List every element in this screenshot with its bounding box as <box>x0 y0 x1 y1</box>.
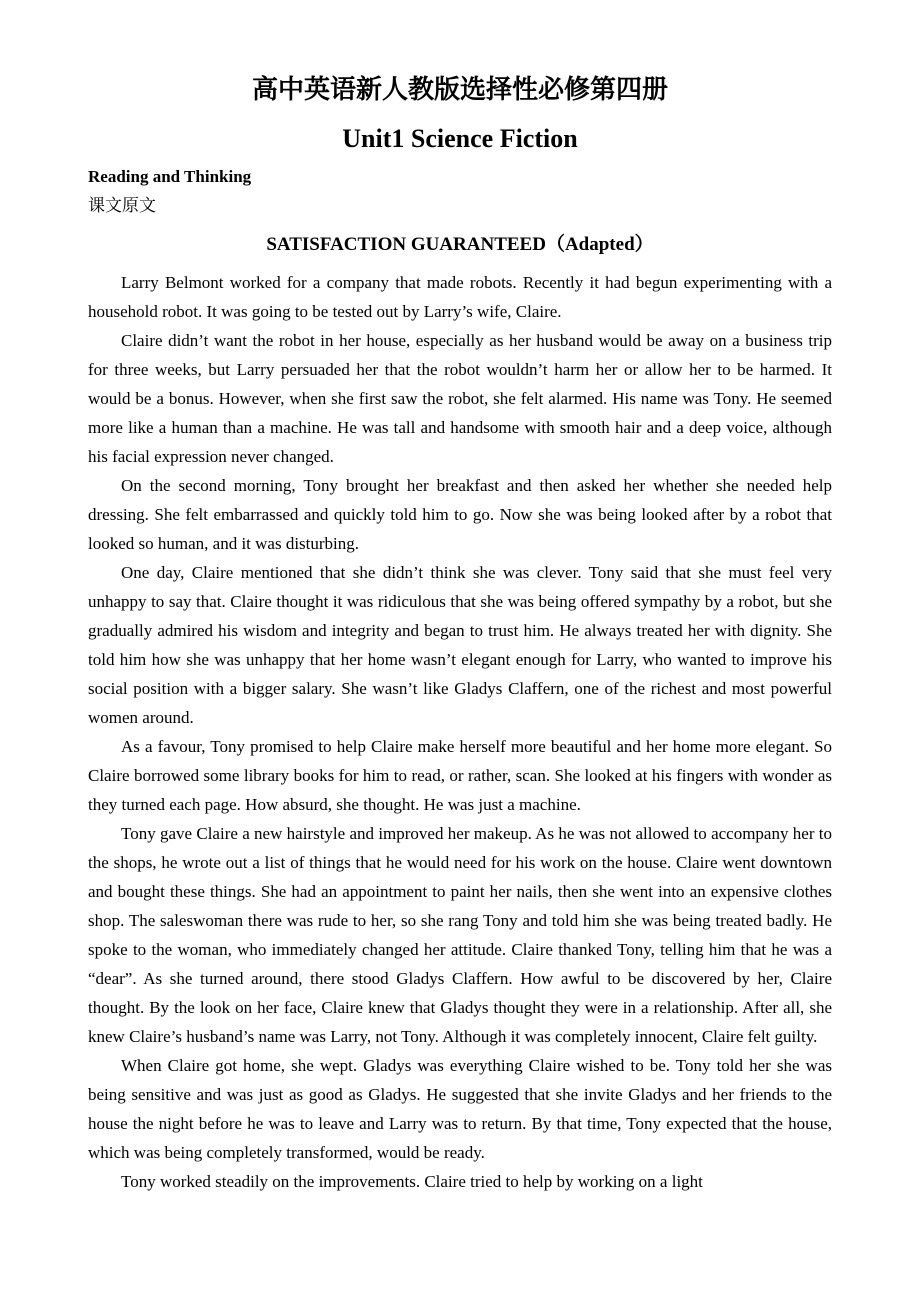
paragraph: Claire didn’t want the robot in her house, especially as her husband would be away on a business trip for three weeks, but Larry persuaded her that the robot wouldn’t harm her or allow her to be harmed. It would be a bonus. However, when she first saw the robot, she felt alarmed. His name was Tony. He seemed more like a human than a machine. He was tall and handsome with smooth hair and a deep voice, although his facial expression never changed. <box>88 331 832 466</box>
paragraph: Larry Belmont worked for a company that made robots. Recently it had begun experimenting with a household robot. It was going to be tested out by Larry’s wife, Claire. <box>88 273 832 321</box>
paragraph: Tony gave Claire a new hairstyle and improved her makeup. As he was not allowed to accompany her to the shops, he wrote out a list of things that he would need for his work on the house. Claire went downtown and bought these things. She had an appointment to paint her nails, then she went into an expensive clothes shop. The saleswoman there was rude to her, so she rang Tony and told him she was being treated badly. He spoke to the woman, who immediately changed her attitude. Claire thanked Tony, telling him that he was a “dear”. As she turned around, there stood Gladys Claffern. How awful to be discovered by her, Claire thought. By the look on her face, Claire knew that Gladys thought they were in a relationship. After all, she knew Claire’s husband’s name was Larry, not Tony. Although it was completely innocent, Claire felt guilty. <box>88 824 832 1046</box>
paragraph: Tony worked steadily on the improvements. Claire tried to help by working on a light <box>121 1172 703 1191</box>
section-heading: Reading and Thinking <box>88 167 252 186</box>
unit-title: Unit1 Science Fiction <box>342 124 578 153</box>
book-title: 高中英语新人教版选择性必修第四册 <box>251 75 668 104</box>
subsection-heading: 课文原文 <box>88 196 156 215</box>
paragraph: One day, Claire mentioned that she didn’t think she was clever. Tony said that she must feel very unhappy to say that. Claire thought it was ridiculous that she was being offered sympathy by a robot, but she gradually admired his wisdom and integrity and began to trust him. He always treated her with dignity. She told him how she was unhappy that her home wasn’t elegant enough for Larry, who wanted to improve his social position with a bigger salary. She wasn’t like Gladys Claffern, one of the richest and most powerful women around. <box>88 563 832 727</box>
paragraph: As a favour, Tony promised to help Claire make herself more beautiful and her home more elegant. So Claire borrowed some library books for him to read, or rather, scan. She looked at his fingers with wonder as they turned each page. How absurd, she thought. He was just a machine. <box>88 737 832 814</box>
story-title: SATISFACTION GUARANTEED（Adapted） <box>266 234 654 255</box>
story-body <box>88 268 832 1196</box>
paragraph: On the second morning, Tony brought her breakfast and then asked her whether she needed help dressing. She felt embarrassed and quickly told him to go. Now she was being looked after by a robot that looked so human, and it was disturbing. <box>88 476 832 553</box>
paragraph: When Claire got home, she wept. Gladys was everything Claire wished to be. Tony told her she was being sensitive and was just as good as Gladys. He suggested that she invite Gladys and her friends to the house the night before he was to leave and Larry was to return. By that time, Tony expected that the house, which was being completely transformed, would be ready. <box>88 1056 832 1162</box>
